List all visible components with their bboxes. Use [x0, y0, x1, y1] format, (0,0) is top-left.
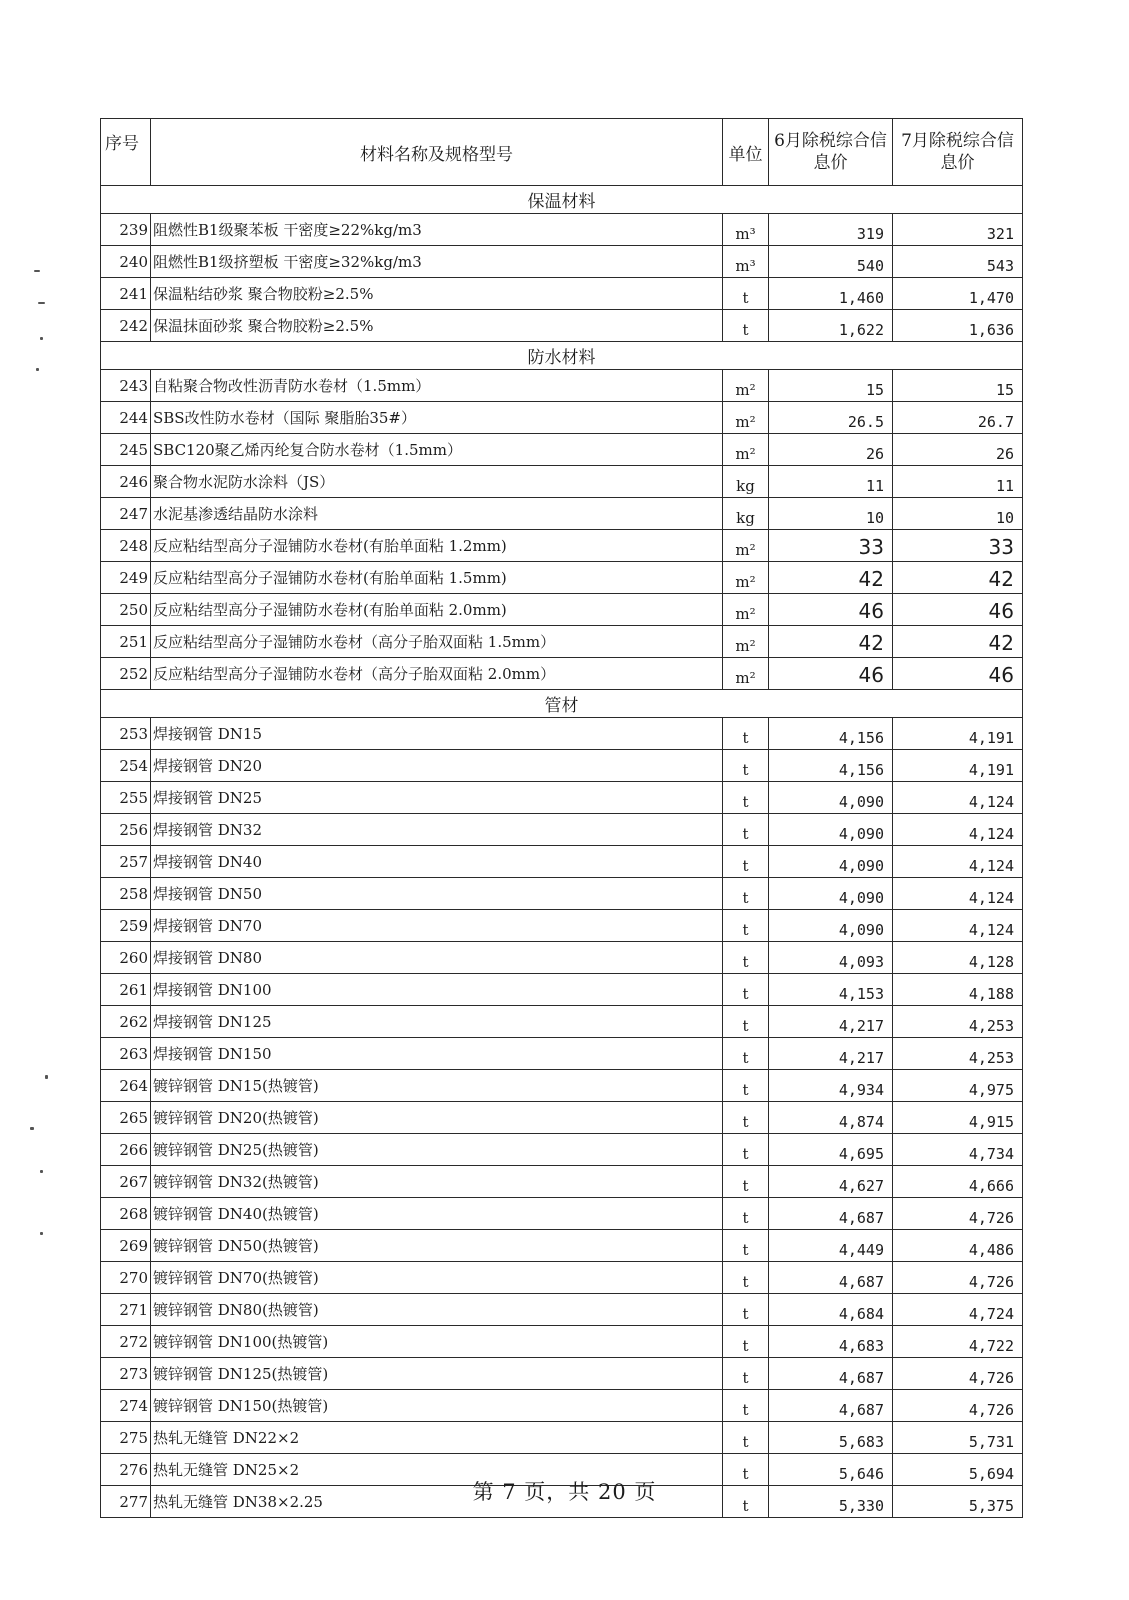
row-june-price: 4,153	[769, 974, 893, 1006]
row-june-price: 42	[769, 626, 893, 658]
row-july-price: 4,124	[893, 910, 1023, 942]
table-row	[101, 1070, 1023, 1102]
row-material-name: 焊接钢管 DN125	[151, 1006, 723, 1038]
row-july-price: 46	[893, 658, 1023, 690]
row-material-name: 焊接钢管 DN100	[151, 974, 723, 1006]
row-june-price: 4,449	[769, 1230, 893, 1262]
row-material-name: 焊接钢管 DN25	[151, 782, 723, 814]
row-unit: t	[723, 1070, 769, 1102]
table-row	[101, 1326, 1023, 1358]
row-july-price: 543	[893, 246, 1023, 278]
row-unit: t	[723, 1422, 769, 1454]
row-unit: t	[723, 942, 769, 974]
row-june-price: 540	[769, 246, 893, 278]
row-seq-number: 274	[101, 1390, 151, 1422]
row-unit: t	[723, 1102, 769, 1134]
row-material-name: 镀锌钢管 DN20(热镀管)	[151, 1102, 723, 1134]
row-seq-number: 256	[101, 814, 151, 846]
row-unit: t	[723, 1486, 769, 1518]
row-unit: t	[723, 1294, 769, 1326]
row-unit: t	[723, 1198, 769, 1230]
row-material-name: 焊接钢管 DN50	[151, 878, 723, 910]
row-unit: m²	[723, 562, 769, 594]
category-title: 保温材料	[101, 186, 1023, 214]
row-seq-number: 273	[101, 1358, 151, 1390]
row-july-price: 4,191	[893, 718, 1023, 750]
row-june-price: 4,683	[769, 1326, 893, 1358]
row-seq-number: 266	[101, 1134, 151, 1166]
header-name: 材料名称及规格型号	[151, 119, 723, 186]
row-seq-number: 251	[101, 626, 151, 658]
table-row	[101, 1198, 1023, 1230]
row-material-name: 焊接钢管 DN15	[151, 718, 723, 750]
row-july-price: 26	[893, 434, 1023, 466]
row-june-price: 26.5	[769, 402, 893, 434]
table-row	[101, 214, 1023, 246]
row-june-price: 11	[769, 466, 893, 498]
row-june-price: 46	[769, 658, 893, 690]
row-july-price: 4,726	[893, 1390, 1023, 1422]
row-seq-number: 243	[101, 370, 151, 402]
category-row	[101, 186, 1023, 214]
row-june-price: 5,330	[769, 1486, 893, 1518]
row-july-price: 4,253	[893, 1038, 1023, 1070]
row-unit: t	[723, 750, 769, 782]
category-row	[101, 690, 1023, 718]
row-unit: t	[723, 1358, 769, 1390]
row-july-price: 15	[893, 370, 1023, 402]
row-seq-number: 255	[101, 782, 151, 814]
row-seq-number: 269	[101, 1230, 151, 1262]
table-row	[101, 1422, 1023, 1454]
row-seq-number: 242	[101, 310, 151, 342]
row-july-price: 5,375	[893, 1486, 1023, 1518]
table-row	[101, 974, 1023, 1006]
row-july-price: 5,731	[893, 1422, 1023, 1454]
row-june-price: 319	[769, 214, 893, 246]
category-row	[101, 342, 1023, 370]
row-seq-number: 258	[101, 878, 151, 910]
page-number: 第 7 页，共 20 页	[472, 1480, 657, 1504]
row-july-price: 4,124	[893, 782, 1023, 814]
row-material-name: 镀锌钢管 DN50(热镀管)	[151, 1230, 723, 1262]
row-seq-number: 262	[101, 1006, 151, 1038]
row-unit: m³	[723, 214, 769, 246]
table-row	[101, 846, 1023, 878]
row-june-price: 4,874	[769, 1102, 893, 1134]
row-material-name: 反应粘结型高分子湿铺防水卷材(有胎单面粘 1.5mm)	[151, 562, 723, 594]
row-material-name: 聚合物水泥防水涂料（JS）	[151, 466, 723, 498]
row-unit: t	[723, 310, 769, 342]
row-july-price: 4,128	[893, 942, 1023, 974]
row-material-name: 镀锌钢管 DN15(热镀管)	[151, 1070, 723, 1102]
row-material-name: 阻燃性B1级挤塑板 干密度≥32%kg/m3	[151, 246, 723, 278]
row-seq-number: 246	[101, 466, 151, 498]
row-unit: m³	[723, 246, 769, 278]
row-seq-number: 241	[101, 278, 151, 310]
table-row	[101, 1294, 1023, 1326]
scan-mark	[45, 1075, 48, 1079]
row-unit: t	[723, 1230, 769, 1262]
row-june-price: 42	[769, 562, 893, 594]
header-july-price: 7月除税综合信息价	[893, 119, 1023, 186]
row-material-name: 热轧无缝管 DN38×2.25	[151, 1486, 723, 1518]
table-row	[101, 310, 1023, 342]
row-material-name: 焊接钢管 DN150	[151, 1038, 723, 1070]
row-june-price: 4,687	[769, 1390, 893, 1422]
row-june-price: 4,687	[769, 1198, 893, 1230]
row-june-price: 4,687	[769, 1262, 893, 1294]
row-july-price: 42	[893, 562, 1023, 594]
table-row	[101, 626, 1023, 658]
row-seq-number: 270	[101, 1262, 151, 1294]
table-row	[101, 942, 1023, 974]
row-unit: kg	[723, 498, 769, 530]
row-unit: t	[723, 1390, 769, 1422]
row-july-price: 4,915	[893, 1102, 1023, 1134]
scan-mark	[34, 270, 40, 272]
row-seq-number: 247	[101, 498, 151, 530]
row-material-name: 焊接钢管 DN80	[151, 942, 723, 974]
row-seq-number: 253	[101, 718, 151, 750]
table-row	[101, 750, 1023, 782]
row-material-name: SBC120聚乙烯丙纶复合防水卷材（1.5mm）	[151, 434, 723, 466]
row-seq-number: 271	[101, 1294, 151, 1326]
table-row	[101, 1390, 1023, 1422]
row-material-name: 焊接钢管 DN32	[151, 814, 723, 846]
table-row	[101, 1166, 1023, 1198]
row-seq-number: 244	[101, 402, 151, 434]
row-material-name: 镀锌钢管 DN100(热镀管)	[151, 1326, 723, 1358]
table-row	[101, 878, 1023, 910]
row-july-price: 4,726	[893, 1198, 1023, 1230]
row-seq-number: 265	[101, 1102, 151, 1134]
table-row	[101, 1358, 1023, 1390]
table-row	[101, 658, 1023, 690]
row-material-name: 保温粘结砂浆 聚合物胶粉≥2.5%	[151, 278, 723, 310]
row-seq-number: 261	[101, 974, 151, 1006]
row-july-price: 26.7	[893, 402, 1023, 434]
table-row	[101, 910, 1023, 942]
row-seq-number: 240	[101, 246, 151, 278]
table-row	[101, 1230, 1023, 1262]
table-row	[101, 562, 1023, 594]
table-row	[101, 594, 1023, 626]
row-june-price: 1,622	[769, 310, 893, 342]
row-unit: t	[723, 1166, 769, 1198]
row-june-price: 4,695	[769, 1134, 893, 1166]
row-material-name: 镀锌钢管 DN32(热镀管)	[151, 1166, 723, 1198]
row-july-price: 1,470	[893, 278, 1023, 310]
row-material-name: 保温抹面砂浆 聚合物胶粉≥2.5%	[151, 310, 723, 342]
row-seq-number: 239	[101, 214, 151, 246]
row-material-name: SBS改性防水卷材（国际 聚脂胎35#）	[151, 402, 723, 434]
row-material-name: 镀锌钢管 DN70(热镀管)	[151, 1262, 723, 1294]
scan-mark	[40, 1170, 43, 1173]
row-june-price: 46	[769, 594, 893, 626]
row-seq-number: 268	[101, 1198, 151, 1230]
row-seq-number: 249	[101, 562, 151, 594]
category-title: 管材	[101, 690, 1023, 718]
row-unit: t	[723, 782, 769, 814]
table-row	[101, 782, 1023, 814]
row-seq-number: 248	[101, 530, 151, 562]
row-seq-number: 264	[101, 1070, 151, 1102]
row-material-name: 镀锌钢管 DN25(热镀管)	[151, 1134, 723, 1166]
row-july-price: 4,666	[893, 1166, 1023, 1198]
row-june-price: 4,217	[769, 1038, 893, 1070]
row-june-price: 4,627	[769, 1166, 893, 1198]
table-row	[101, 434, 1023, 466]
row-unit: t	[723, 1454, 769, 1486]
row-july-price: 33	[893, 530, 1023, 562]
row-july-price: 4,722	[893, 1326, 1023, 1358]
row-material-name: 镀锌钢管 DN80(热镀管)	[151, 1294, 723, 1326]
row-july-price: 4,975	[893, 1070, 1023, 1102]
row-july-price: 11	[893, 466, 1023, 498]
table-row	[101, 278, 1023, 310]
table-row	[101, 246, 1023, 278]
table-row	[101, 1102, 1023, 1134]
row-unit: m²	[723, 370, 769, 402]
row-june-price: 4,156	[769, 718, 893, 750]
row-seq-number: 277	[101, 1486, 151, 1518]
row-unit: m²	[723, 530, 769, 562]
row-june-price: 4,090	[769, 782, 893, 814]
row-material-name: 水泥基渗透结晶防水涂料	[151, 498, 723, 530]
table-row	[101, 814, 1023, 846]
row-unit: m²	[723, 402, 769, 434]
row-unit: t	[723, 278, 769, 310]
scan-mark	[38, 302, 45, 304]
scan-mark	[36, 368, 39, 371]
row-unit: m²	[723, 434, 769, 466]
row-june-price: 33	[769, 530, 893, 562]
row-june-price: 4,090	[769, 910, 893, 942]
row-material-name: 热轧无缝管 DN22×2	[151, 1422, 723, 1454]
header-june-price: 6月除税综合信息价	[769, 119, 893, 186]
row-july-price: 1,636	[893, 310, 1023, 342]
table-row	[101, 718, 1023, 750]
row-june-price: 1,460	[769, 278, 893, 310]
row-july-price: 4,124	[893, 814, 1023, 846]
row-july-price: 4,188	[893, 974, 1023, 1006]
row-seq-number: 272	[101, 1326, 151, 1358]
row-unit: t	[723, 1326, 769, 1358]
row-unit: t	[723, 974, 769, 1006]
row-june-price: 5,646	[769, 1454, 893, 1486]
row-july-price: 4,486	[893, 1230, 1023, 1262]
row-july-price: 4,191	[893, 750, 1023, 782]
row-july-price: 4,253	[893, 1006, 1023, 1038]
row-material-name: 焊接钢管 DN40	[151, 846, 723, 878]
row-material-name: 镀锌钢管 DN150(热镀管)	[151, 1390, 723, 1422]
row-july-price: 4,726	[893, 1262, 1023, 1294]
row-material-name: 反应粘结型高分子湿铺防水卷材(有胎单面粘 1.2mm)	[151, 530, 723, 562]
row-june-price: 10	[769, 498, 893, 530]
table-row	[101, 466, 1023, 498]
scan-mark	[30, 1127, 34, 1130]
row-material-name: 热轧无缝管 DN25×2	[151, 1454, 723, 1486]
row-material-name: 焊接钢管 DN20	[151, 750, 723, 782]
row-unit: m²	[723, 594, 769, 626]
row-seq-number: 254	[101, 750, 151, 782]
row-material-name: 反应粘结型高分子湿铺防水卷材（高分子胎双面粘 1.5mm）	[151, 626, 723, 658]
price-table	[100, 118, 1023, 1518]
table-row	[101, 498, 1023, 530]
row-june-price: 4,090	[769, 846, 893, 878]
row-june-price: 4,687	[769, 1358, 893, 1390]
row-unit: m²	[723, 658, 769, 690]
row-june-price: 4,090	[769, 814, 893, 846]
row-material-name: 反应粘结型高分子湿铺防水卷材（高分子胎双面粘 2.0mm）	[151, 658, 723, 690]
row-july-price: 46	[893, 594, 1023, 626]
row-june-price: 4,934	[769, 1070, 893, 1102]
row-june-price: 4,217	[769, 1006, 893, 1038]
scan-mark	[40, 1232, 43, 1235]
row-material-name: 自粘聚合物改性沥青防水卷材（1.5mm）	[151, 370, 723, 402]
category-title: 防水材料	[101, 342, 1023, 370]
row-unit: t	[723, 718, 769, 750]
scan-mark	[40, 337, 43, 340]
row-seq-number: 257	[101, 846, 151, 878]
row-material-name: 镀锌钢管 DN40(热镀管)	[151, 1198, 723, 1230]
table-row	[101, 402, 1023, 434]
row-june-price: 4,156	[769, 750, 893, 782]
row-unit: t	[723, 1038, 769, 1070]
row-july-price: 5,694	[893, 1454, 1023, 1486]
row-july-price: 4,124	[893, 878, 1023, 910]
table-row	[101, 1038, 1023, 1070]
row-unit: t	[723, 1006, 769, 1038]
row-unit: t	[723, 878, 769, 910]
row-unit: t	[723, 846, 769, 878]
row-material-name: 镀锌钢管 DN125(热镀管)	[151, 1358, 723, 1390]
table-row	[101, 1262, 1023, 1294]
row-june-price: 5,683	[769, 1422, 893, 1454]
row-unit: m²	[723, 626, 769, 658]
table-row	[101, 1006, 1023, 1038]
table-row	[101, 530, 1023, 562]
row-july-price: 42	[893, 626, 1023, 658]
row-seq-number: 260	[101, 942, 151, 974]
row-july-price: 4,124	[893, 846, 1023, 878]
row-june-price: 26	[769, 434, 893, 466]
row-seq-number: 252	[101, 658, 151, 690]
table-header-row	[101, 119, 1023, 186]
header-seq: 序号	[101, 119, 151, 186]
row-material-name: 阻燃性B1级聚苯板 干密度≥22%kg/m3	[151, 214, 723, 246]
row-july-price: 4,724	[893, 1294, 1023, 1326]
row-july-price: 4,734	[893, 1134, 1023, 1166]
row-june-price: 4,093	[769, 942, 893, 974]
row-unit: t	[723, 1262, 769, 1294]
header-unit: 单位	[723, 119, 769, 186]
row-unit: t	[723, 814, 769, 846]
row-material-name: 反应粘结型高分子湿铺防水卷材(有胎单面粘 2.0mm)	[151, 594, 723, 626]
row-unit: t	[723, 910, 769, 942]
row-unit: t	[723, 1134, 769, 1166]
row-material-name: 焊接钢管 DN70	[151, 910, 723, 942]
table-row	[101, 1134, 1023, 1166]
row-seq-number: 245	[101, 434, 151, 466]
row-seq-number: 259	[101, 910, 151, 942]
row-june-price: 15	[769, 370, 893, 402]
row-seq-number: 276	[101, 1454, 151, 1486]
row-july-price: 4,726	[893, 1358, 1023, 1390]
row-seq-number: 250	[101, 594, 151, 626]
row-july-price: 10	[893, 498, 1023, 530]
table-row	[101, 370, 1023, 402]
row-seq-number: 267	[101, 1166, 151, 1198]
row-seq-number: 275	[101, 1422, 151, 1454]
row-june-price: 4,684	[769, 1294, 893, 1326]
row-july-price: 321	[893, 214, 1023, 246]
row-seq-number: 263	[101, 1038, 151, 1070]
row-unit: kg	[723, 466, 769, 498]
row-june-price: 4,090	[769, 878, 893, 910]
